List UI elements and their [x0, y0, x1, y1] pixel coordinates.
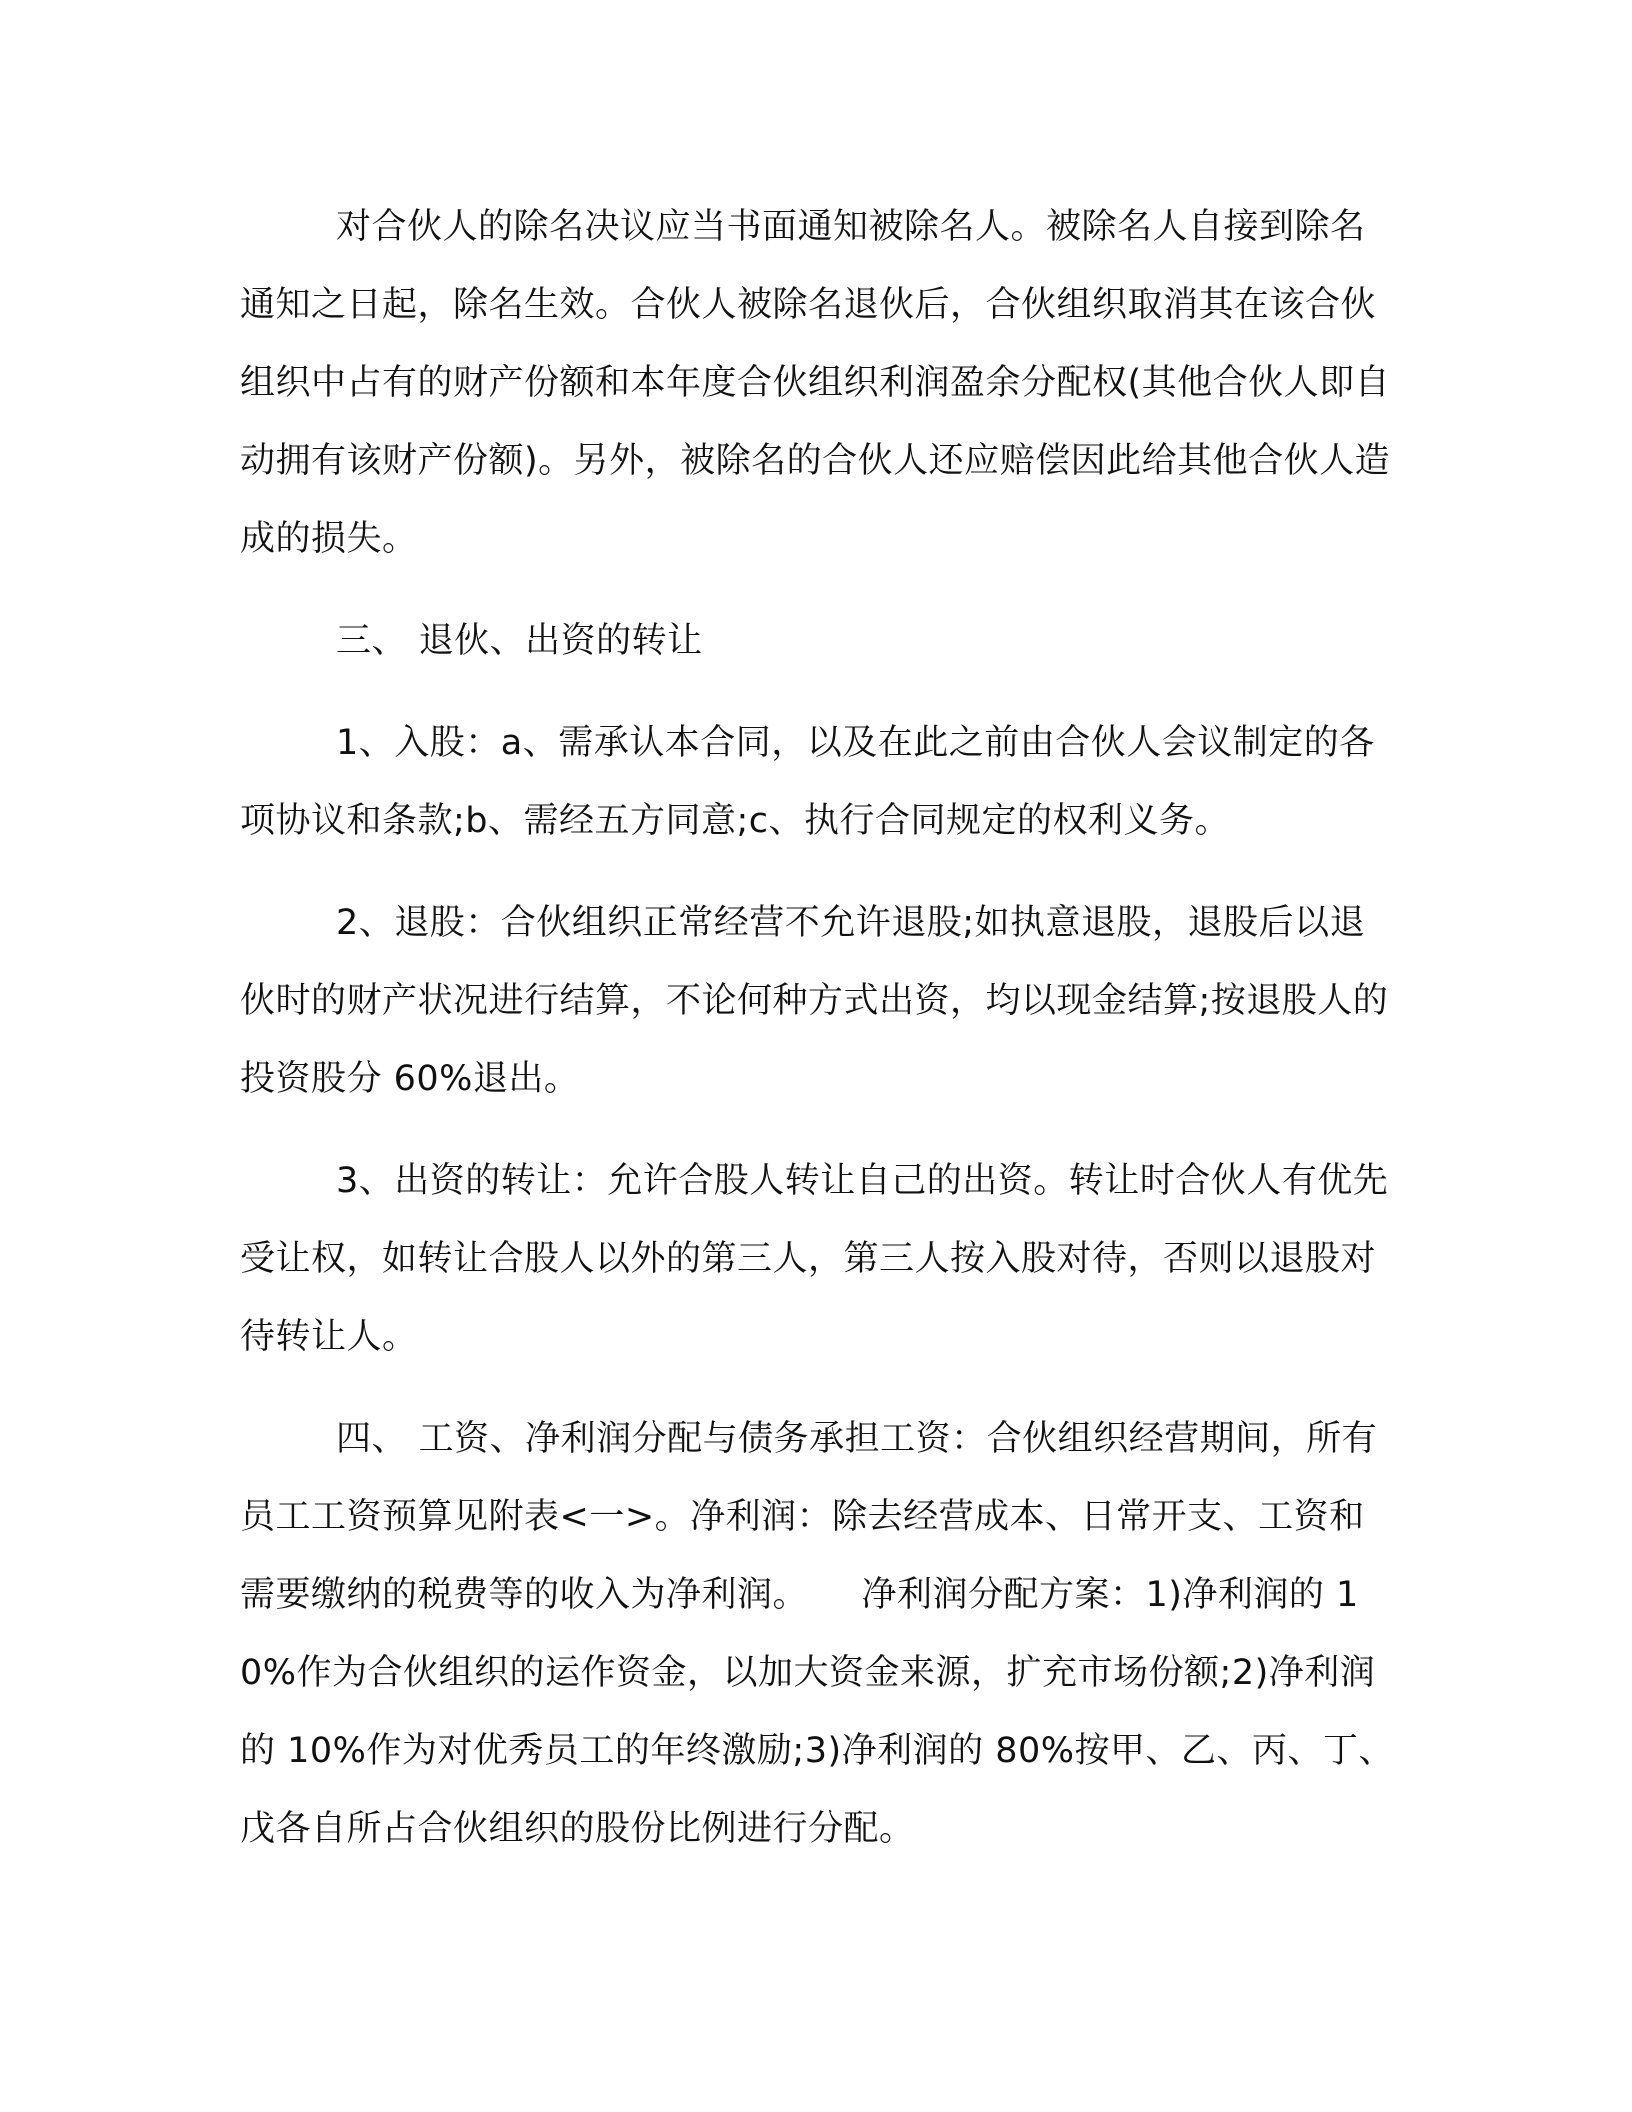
paragraph-joining: 1、入股：a、需承认本合同，以及在此之前由合伙人会议制定的各项协议和条款;b、需经五方同意;c、执行合同规定的权利义务。	[240, 723, 1375, 841]
paragraph-capital-transfer: 3、出资的转让：允许合股人转让自己的出资。转让时合伙人有优先受让权，如转让合股人以外的第三人，第三人按入股对待，否则以退股对待转让人。	[240, 1161, 1389, 1357]
paragraph-profit-distribution: 四、 工资、净利润分配与债务承担工资：合伙组织经营期间，所有员工工资预算见附表<一>。净利润：除去经营成本、日常开支、工资和需要缴纳的税费等的收入为净利润。 净利润分配方案：1)净利润的 10%作为合伙组织的运作资金，以加大资金来源，扩充市场份额;2)净利润的 10%作为对优秀员工的年终激励;3)净利润的 80%按甲、乙、丙、丁、戊各自所占合伙组织的股份比例进行分配。	[240, 1419, 1395, 1849]
paragraph-expulsion: 对合伙人的除名决议应当书面通知被除名人。被除名人自接到除名通知之日起，除名生效。合伙人被除名退伙后，合伙组织取消其在该合伙组织中占有的财产份额和本年度合伙组织利润盈余分配权(其他合伙人即自动拥有该财产份额)。另外，被除名的合伙人还应赔偿因此给其他合伙人造成的损失。	[240, 207, 1391, 559]
section-heading-withdrawal: 三、 退伙、出资的转让	[336, 621, 703, 661]
document-body	[240, 188, 1400, 1892]
paragraph-withdrawal: 2、退股：合伙组织正常经营不允许退股;如执意退股，退股后以退伙时的财产状况进行结算，不论何种方式出资，均以现金结算;按退股人的投资股分 60%退出。	[240, 903, 1389, 1099]
